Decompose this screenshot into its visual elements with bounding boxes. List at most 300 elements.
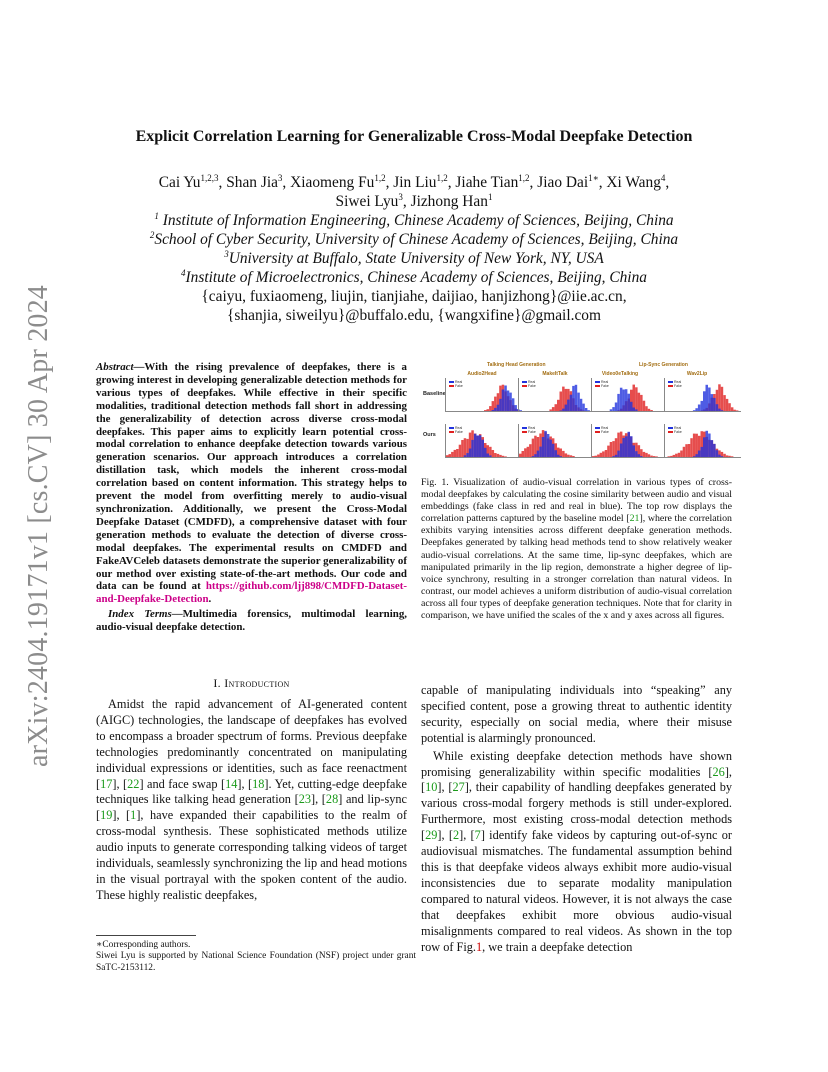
histogram-bar bbox=[633, 445, 636, 457]
body-text: Amidst the rapid advancement of AI-generated content (AIGC) technologies, the landscape of deepfakes has evolved to encompass a broader spectrum of forms. Previous deepfake technologies predominantly concentrated on manipulating individual expressions or identities, such as face reenactment [ bbox=[96, 697, 407, 791]
histogram-bar bbox=[567, 455, 570, 457]
histogram-bar bbox=[640, 449, 643, 457]
author-name: , Jin Liu bbox=[385, 174, 437, 191]
paragraph: capable of manipulating individuals into “speaking” any specified content, pose a growing threat to authentic identity security, especially on social media, where their misuse potential is alarmingly pronounced. bbox=[421, 683, 732, 745]
histogram-bar bbox=[630, 402, 633, 411]
histogram-bar bbox=[512, 398, 515, 411]
histogram-bar bbox=[560, 456, 563, 457]
histogram-bar bbox=[570, 455, 573, 457]
histogram-panel bbox=[445, 424, 522, 458]
author-line-2 bbox=[90, 192, 738, 211]
histogram-bar bbox=[555, 450, 558, 457]
footnote-rule bbox=[96, 935, 196, 936]
histogram-bar bbox=[532, 439, 535, 457]
histogram-bar bbox=[718, 409, 721, 411]
histogram-bar bbox=[630, 436, 633, 457]
body-text: , we train a deepfake detection bbox=[482, 939, 633, 954]
fig-row-label: Ours bbox=[423, 432, 436, 438]
histogram-bar bbox=[542, 437, 545, 457]
histogram-bar bbox=[635, 387, 638, 411]
affiliation-3 bbox=[90, 249, 738, 268]
author-sup: 4 bbox=[660, 173, 666, 183]
citation-link[interactable]: 21 bbox=[629, 513, 640, 525]
histogram-legend bbox=[449, 380, 463, 388]
histogram-bar bbox=[693, 456, 696, 457]
histogram-bar bbox=[507, 391, 510, 412]
histogram-bar bbox=[695, 408, 698, 411]
fig-group-label: Lip-Sync Generation bbox=[639, 362, 688, 368]
histogram-bar bbox=[612, 456, 615, 457]
abstract-label: Abstract bbox=[96, 361, 134, 373]
histogram-bar bbox=[670, 456, 673, 457]
abstract-end: . bbox=[208, 593, 212, 606]
histogram-bar bbox=[575, 385, 578, 411]
affiliation-sup: 2 bbox=[149, 230, 155, 240]
histogram-bar bbox=[504, 386, 507, 412]
affiliation-text: School of Cyber Security, University of Chinese Academy of Sciences, Beijing, China bbox=[154, 231, 679, 248]
citation-link[interactable]: 14 bbox=[225, 776, 238, 791]
caption-text: Visualization of audio-visual correlation in various types of cross-modal deepfakes by calculating the cosine similarity between audio and visual embeddings (fake class in red and real in blue). The top row displays the correlation patterns captured by the baseline model [ bbox=[421, 477, 732, 525]
histogram-bar bbox=[524, 448, 527, 457]
figure-ref-link[interactable]: 1 bbox=[476, 939, 483, 954]
histogram-bar bbox=[544, 431, 547, 457]
body-text: ], their capability of handling deepfakes generated by various cross-modal forgery methods is still under-explored. Furthermore, most existing cross-modal detection methods [ bbox=[421, 780, 732, 843]
body-text: ], [ bbox=[437, 828, 453, 843]
citation-link[interactable]: 22 bbox=[127, 776, 140, 791]
histogram-bar bbox=[476, 436, 479, 458]
author-name: , Jiao Dai bbox=[529, 174, 589, 191]
histogram-bar bbox=[643, 452, 646, 457]
histogram-bar bbox=[668, 456, 671, 457]
author-name: , Xi Wang bbox=[598, 174, 661, 191]
fig-column-label: Wav2Lip bbox=[686, 371, 708, 377]
body-text: ]. Yet, cutting-edge deepfake techniques like talking head generation [ bbox=[96, 776, 407, 807]
histogram-bar bbox=[522, 451, 525, 457]
histogram-bar bbox=[688, 444, 691, 457]
histogram-bar bbox=[615, 438, 618, 457]
histogram-bar bbox=[645, 453, 648, 457]
histogram-bar bbox=[562, 387, 565, 411]
histogram-bar bbox=[718, 455, 721, 457]
histogram-bar bbox=[653, 456, 656, 457]
histogram-bar bbox=[600, 453, 603, 457]
histogram-bar bbox=[534, 436, 537, 457]
figure-caption bbox=[421, 477, 732, 622]
histogram-bar bbox=[610, 442, 613, 457]
caption-text: ], where the correlation exhibits varying intensities across different deepfake generation methods. Deepfakes generated by talking head methods tend to show relatively weaker audio-visual correlations. At the same time, lip-sync deepfakes, which are manipulated primarily in the lip region, demonstrate a higher degree of lip-voice synchrony, resulting in a stronger correlation than natural videos. In contrast, our model achieves a uniform distribution of audio-visual correlation across all four types of deepfake generation techniques. Note that for clarity in comparison, we have unified the scales of the x and y axes across all figures. bbox=[421, 513, 732, 622]
histogram-bar bbox=[633, 385, 636, 411]
citation-link[interactable]: 17 bbox=[100, 776, 113, 791]
citation-link[interactable]: 29 bbox=[425, 828, 438, 843]
legend-entry-fake: Fake bbox=[522, 430, 536, 434]
histogram-panel bbox=[664, 424, 741, 458]
histogram-bar bbox=[693, 434, 696, 457]
affiliation-1 bbox=[90, 211, 738, 230]
histogram-bar bbox=[489, 406, 492, 411]
footnotes bbox=[96, 940, 416, 974]
author-sup: 1,2 bbox=[518, 173, 530, 183]
abstract-paragraph bbox=[96, 361, 407, 606]
histogram-bar bbox=[527, 447, 530, 457]
histogram-bar bbox=[474, 434, 477, 457]
legend-entry-real: Real bbox=[449, 380, 463, 384]
histogram-bar bbox=[701, 447, 704, 457]
fig-group-label: Talking Head Generation bbox=[487, 362, 546, 368]
body-text: ], [ bbox=[310, 792, 326, 807]
body-text: ], [ bbox=[112, 776, 128, 791]
fig-column-label: Video0eTalking bbox=[601, 371, 639, 377]
histogram-bar bbox=[580, 399, 583, 411]
histogram-bar bbox=[461, 440, 464, 457]
body-text: ], [ bbox=[421, 764, 732, 795]
arxiv-stamp-text: arXiv:2404.19171v1 [cs.CV] 30 Apr 2024 bbox=[23, 284, 55, 768]
histogram-bar bbox=[620, 388, 623, 411]
histogram-bar bbox=[492, 450, 495, 457]
author-name: , Jizhong Han bbox=[402, 193, 488, 210]
affiliation-text: University at Buffalo, State University of New York, NY, USA bbox=[228, 250, 604, 267]
histogram-bar bbox=[685, 444, 688, 457]
histogram-legend bbox=[595, 380, 609, 388]
histogram-bar bbox=[620, 444, 623, 458]
histogram-bar bbox=[572, 456, 575, 457]
citation-link[interactable]: 2 bbox=[452, 828, 460, 843]
histogram-bar bbox=[489, 455, 492, 457]
histogram-bar bbox=[492, 401, 495, 411]
histogram-bar bbox=[607, 446, 610, 457]
histogram-bar bbox=[733, 410, 736, 411]
histogram-bar bbox=[565, 453, 568, 457]
histogram-bar bbox=[497, 454, 500, 457]
histogram-bar bbox=[560, 449, 563, 458]
histogram-bar bbox=[673, 455, 676, 457]
footnote-corresponding: ∗Corresponding authors. bbox=[96, 940, 191, 950]
histogram-bar bbox=[499, 399, 502, 411]
author-name: , Shan Jia bbox=[218, 174, 278, 191]
histogram-bar bbox=[539, 447, 542, 457]
author-name: Cai Yu bbox=[158, 174, 201, 191]
histogram-panel bbox=[664, 378, 741, 412]
histogram-bar bbox=[534, 454, 537, 457]
histogram-bar bbox=[504, 456, 507, 457]
histogram-bar bbox=[615, 455, 618, 457]
histogram-bar bbox=[456, 449, 459, 457]
affiliation-text: Institute of Microelectronics, Chinese Academy of Sciences, Beijing, China bbox=[185, 269, 647, 286]
histogram-bar bbox=[562, 451, 565, 457]
legend-entry-fake: Fake bbox=[449, 430, 463, 434]
legend-entry-fake: Fake bbox=[668, 430, 682, 434]
histogram-bar bbox=[549, 409, 552, 411]
histogram-bar bbox=[587, 410, 590, 411]
histogram-bar bbox=[723, 454, 726, 457]
histogram-bar bbox=[557, 400, 560, 411]
legend-entry-real: Real bbox=[522, 380, 536, 384]
body-text: ] and face swap [ bbox=[139, 776, 226, 791]
legend-entry-fake: Fake bbox=[595, 430, 609, 434]
histogram-bar bbox=[628, 432, 631, 457]
histogram-bar bbox=[695, 454, 698, 457]
histogram-bar bbox=[698, 405, 701, 412]
histogram-bar bbox=[572, 386, 575, 411]
histogram-bar bbox=[736, 410, 739, 411]
histogram-bar bbox=[628, 394, 631, 411]
histogram-bar bbox=[610, 409, 613, 411]
histogram-bar bbox=[723, 395, 726, 411]
histogram-bar bbox=[595, 456, 598, 457]
histogram-bar bbox=[570, 395, 573, 411]
legend-entry-real: Real bbox=[668, 380, 682, 384]
histogram-bar bbox=[703, 437, 706, 457]
legend-entry-real: Real bbox=[449, 426, 463, 430]
histogram-bar bbox=[471, 440, 474, 457]
histogram-bar bbox=[713, 398, 716, 411]
body-text: ], [ bbox=[237, 776, 253, 791]
histogram-bar bbox=[557, 455, 560, 457]
histogram-bar bbox=[484, 410, 487, 411]
author-block bbox=[90, 173, 738, 325]
citation-link[interactable]: 27 bbox=[452, 780, 465, 795]
histogram-bar bbox=[683, 447, 686, 457]
histogram-bar bbox=[693, 410, 696, 411]
histogram-bar bbox=[464, 455, 467, 457]
histogram-bar bbox=[612, 441, 615, 457]
citation-link[interactable]: 7 bbox=[474, 828, 481, 843]
author-name: , Xiaomeng Fu bbox=[282, 174, 375, 191]
citation-link[interactable]: 1 bbox=[130, 808, 137, 823]
histogram-bar bbox=[560, 410, 563, 411]
legend-entry-fake: Fake bbox=[522, 384, 536, 388]
histogram-panel bbox=[591, 424, 668, 458]
caption-label: Fig. 1. bbox=[421, 477, 449, 488]
index-terms bbox=[96, 608, 407, 634]
histogram-bar bbox=[622, 438, 625, 457]
histogram-bar bbox=[585, 408, 588, 411]
histogram-bar bbox=[713, 444, 716, 457]
affiliation-text: Institute of Information Engineering, Chinese Academy of Sciences, Beijing, China bbox=[158, 212, 674, 229]
histogram-bar bbox=[716, 450, 719, 457]
histogram-bar bbox=[492, 410, 495, 411]
author-line-1 bbox=[90, 173, 738, 192]
histogram-bar bbox=[633, 408, 636, 412]
citation-link[interactable]: 28 bbox=[325, 792, 339, 807]
histogram-bar bbox=[469, 449, 472, 458]
histogram-bar bbox=[728, 456, 731, 457]
histogram-bar bbox=[555, 404, 558, 411]
histogram-bar bbox=[567, 400, 570, 411]
histogram-bar bbox=[721, 410, 724, 411]
fig-column-label: Audio2Head bbox=[467, 371, 497, 377]
histogram-bar bbox=[502, 456, 505, 457]
index-terms-label: Index Terms bbox=[108, 608, 172, 621]
email-line-2: {shanjia, siweilyu}@buffalo.edu, {wangxifine}@gmail.com bbox=[227, 307, 601, 324]
histogram-bar bbox=[635, 451, 638, 457]
author-sup: 1,2 bbox=[436, 173, 448, 183]
histogram-bar bbox=[499, 455, 502, 457]
affiliation-sup: 4 bbox=[181, 268, 186, 278]
histogram-bar bbox=[565, 405, 568, 411]
histogram-bar bbox=[690, 438, 693, 457]
index-terms-text: —Multimedia forensics, multimodal learning, audio-visual deepfake detection. bbox=[96, 608, 407, 634]
histogram-bar bbox=[638, 454, 641, 457]
histogram-bar bbox=[509, 393, 512, 411]
histogram-panel bbox=[591, 378, 668, 412]
histogram-bar bbox=[464, 438, 467, 457]
histogram-panel bbox=[445, 378, 522, 412]
histogram-bar bbox=[479, 435, 482, 457]
histogram-legend bbox=[449, 426, 463, 434]
histogram-bar bbox=[675, 454, 678, 457]
histogram-bar bbox=[645, 406, 648, 411]
histogram-bar bbox=[680, 451, 683, 458]
figure-1 bbox=[421, 358, 736, 470]
histogram-bar bbox=[640, 395, 643, 411]
histogram-bar bbox=[615, 403, 618, 412]
histogram-bar bbox=[706, 385, 709, 411]
author-sup: 1 bbox=[487, 192, 493, 202]
affiliation-sup: 1 bbox=[154, 211, 159, 221]
body-text: ] identify fake videos by capturing out-of-sync or audiovisual mismatches. The fundamental assumption behind this is that deepfake videos always exhibit more audio-visual inconsistencies due to separate modality manipulation compared to natural videos. However, it is not always the case that deepfakes exhibit more obvious audio-visual misalignments compared to real videos. As shown in the top row of Fig. bbox=[421, 828, 733, 954]
legend-entry-fake: Fake bbox=[668, 384, 682, 388]
histogram-bar bbox=[602, 451, 605, 457]
histogram-bar bbox=[459, 445, 462, 457]
histogram-bar bbox=[605, 450, 608, 457]
author-sup: 3 bbox=[277, 173, 283, 183]
legend-entry-fake: Fake bbox=[449, 384, 463, 388]
body-text: ], [ bbox=[459, 828, 475, 843]
histogram-bar bbox=[701, 401, 704, 411]
histogram-bar bbox=[529, 444, 532, 457]
histogram-bar bbox=[695, 434, 698, 457]
body-text: ] and lip-sync [ bbox=[96, 792, 408, 823]
histogram-bar bbox=[547, 434, 550, 457]
histogram-legend bbox=[522, 380, 536, 388]
footnote-funding: Siwei Lyu is supported by National Science Foundation (NSF) project under grant SaTC-2153112. bbox=[96, 951, 416, 973]
histogram-bar bbox=[519, 454, 522, 457]
histogram-bar bbox=[552, 407, 555, 411]
author-sup: 1,2 bbox=[374, 173, 386, 183]
histogram-bar bbox=[625, 389, 628, 411]
body-text: ], [ bbox=[112, 808, 131, 823]
arxiv-stamp bbox=[22, 286, 56, 766]
body-text: ], have expanded their capabilities to the realm of cross-modal synthesis. These sophisticated methods utilize audio inputs to generate corresponding talking videos of target individuals, seamlessly synchronizing the lip and head motions in the visual portrayal with the spoken content of the audio. These highly realistic deepfakes, bbox=[96, 808, 407, 902]
affiliation-2 bbox=[90, 230, 738, 249]
histogram-bar bbox=[502, 390, 505, 412]
histogram-bar bbox=[678, 453, 681, 457]
email-line-1: {caiyu, fuxiaomeng, liujin, tianjiahe, daijiao, hanjizhong}@iie.ac.cn, bbox=[201, 288, 627, 305]
histogram-bar bbox=[466, 453, 469, 457]
citation-link[interactable]: 23 bbox=[298, 792, 311, 807]
histogram-bar bbox=[549, 440, 552, 457]
histogram-bar bbox=[560, 392, 563, 412]
histogram-bar bbox=[612, 407, 615, 411]
legend-entry-real: Real bbox=[595, 426, 609, 430]
legend-entry-real: Real bbox=[668, 426, 682, 430]
histogram-bar bbox=[446, 455, 449, 457]
histogram-bar bbox=[562, 409, 565, 411]
histogram-bar bbox=[597, 455, 600, 458]
histogram-bar bbox=[716, 404, 719, 411]
histogram-bar bbox=[449, 454, 452, 457]
citation-link[interactable]: 26 bbox=[712, 764, 725, 779]
histogram-bar bbox=[537, 451, 540, 457]
histogram-bar bbox=[494, 408, 497, 411]
histogram-bar bbox=[726, 399, 729, 411]
histogram-legend bbox=[595, 426, 609, 434]
histogram-bar bbox=[577, 393, 580, 411]
histogram-bar bbox=[514, 405, 517, 411]
author-sup: 3 bbox=[398, 192, 403, 202]
histogram-bar bbox=[721, 387, 724, 411]
histogram-bar bbox=[731, 407, 734, 411]
histogram-bar bbox=[451, 452, 454, 457]
histogram-panel bbox=[518, 424, 595, 458]
author-sup: 1,2,3 bbox=[200, 173, 219, 183]
histogram-bar bbox=[484, 448, 487, 457]
histogram-panel bbox=[518, 378, 595, 412]
histogram-bar bbox=[487, 409, 490, 411]
section-heading: I. Introduction bbox=[213, 676, 290, 690]
citation-link[interactable]: 18 bbox=[252, 776, 265, 791]
paragraph bbox=[421, 749, 732, 956]
histogram-bar bbox=[482, 440, 485, 457]
legend-entry-real: Real bbox=[595, 380, 609, 384]
affiliation-sup: 3 bbox=[224, 249, 229, 259]
histogram-legend bbox=[522, 426, 536, 434]
intro-right-column bbox=[421, 683, 732, 955]
histogram-bar bbox=[643, 401, 646, 411]
histogram-bar bbox=[721, 456, 724, 457]
histogram-bar bbox=[728, 403, 731, 411]
citation-link[interactable]: 19 bbox=[100, 808, 113, 823]
histogram-bar bbox=[617, 394, 620, 411]
abstract-text: —With the rising prevalence of deepfakes, there is a growing interest in developing generalizable detection methods for various types of deepfakes. While effective in their specific modalities, traditional detection methods fall short in addressing the generalizability of detection across diverse cross-modal deepfakes. This paper aims to explicitly learn potential cross-modal correlation to enhance deepfake detection towards various generation scenarios. Our approach introduces a correlation distillation task, which models the inherent cross-modal correlation based on content information. This strategy helps to prevent the model from overfitting merely to audio-visual synchronization. Additionally, we present the Cross-Modal Deepfake Dataset (CMDFD), a comprehensive dataset with four generation methods to evaluate the detection of diverse cross-modal deepfakes. The experimental results on CMDFD and FakeAVCeleb datasets demonstrate the superior generalizability of our method over existing state-of-the-art methods. Our code and data can be found at bbox=[96, 361, 407, 593]
author-name: Siwei Lyu bbox=[335, 193, 399, 210]
histogram-bar bbox=[635, 409, 638, 411]
histogram-bar bbox=[638, 393, 641, 411]
author-sup: 1∗ bbox=[588, 173, 599, 183]
intro-left-column bbox=[96, 697, 407, 904]
histogram-bar bbox=[718, 384, 721, 411]
paper-title: Explicit Correlation Learning for Generalizable Cross-Modal Deepfake Detection bbox=[135, 128, 693, 145]
legend-entry-fake: Fake bbox=[595, 384, 609, 388]
code-link[interactable]: https://github.com/ljj898/CMDFD-Dataset-and-Deepfake-Detection bbox=[96, 580, 407, 606]
histogram-bar bbox=[698, 451, 701, 458]
citation-link[interactable]: 10 bbox=[425, 780, 438, 795]
histogram-bar bbox=[487, 454, 490, 458]
histogram-bar bbox=[582, 404, 585, 411]
histogram-legend bbox=[668, 380, 682, 388]
histogram-bar bbox=[532, 456, 535, 457]
fig-column-label: MakeItTalk bbox=[542, 371, 568, 377]
histogram-bar bbox=[703, 391, 706, 411]
histogram-bar bbox=[655, 456, 658, 457]
histogram-bar bbox=[648, 409, 651, 411]
histogram-bar bbox=[650, 456, 653, 457]
body-text: While existing deepfake detection methods have shown promising generalizability within specific modalities [ bbox=[421, 748, 732, 779]
histogram-bar bbox=[454, 450, 457, 457]
histogram-bar bbox=[617, 451, 620, 457]
histogram-bar bbox=[622, 390, 625, 412]
histogram-bar bbox=[711, 394, 714, 411]
histogram-bar bbox=[731, 456, 734, 457]
histogram-bar bbox=[552, 444, 555, 457]
histogram-bar bbox=[711, 440, 714, 457]
author-separator: , bbox=[665, 174, 670, 191]
body-text: ], [ bbox=[437, 780, 453, 795]
histogram-bar bbox=[708, 388, 711, 412]
histogram-bar bbox=[726, 455, 729, 457]
histogram-bar bbox=[592, 456, 595, 457]
histogram-bar bbox=[650, 410, 653, 411]
